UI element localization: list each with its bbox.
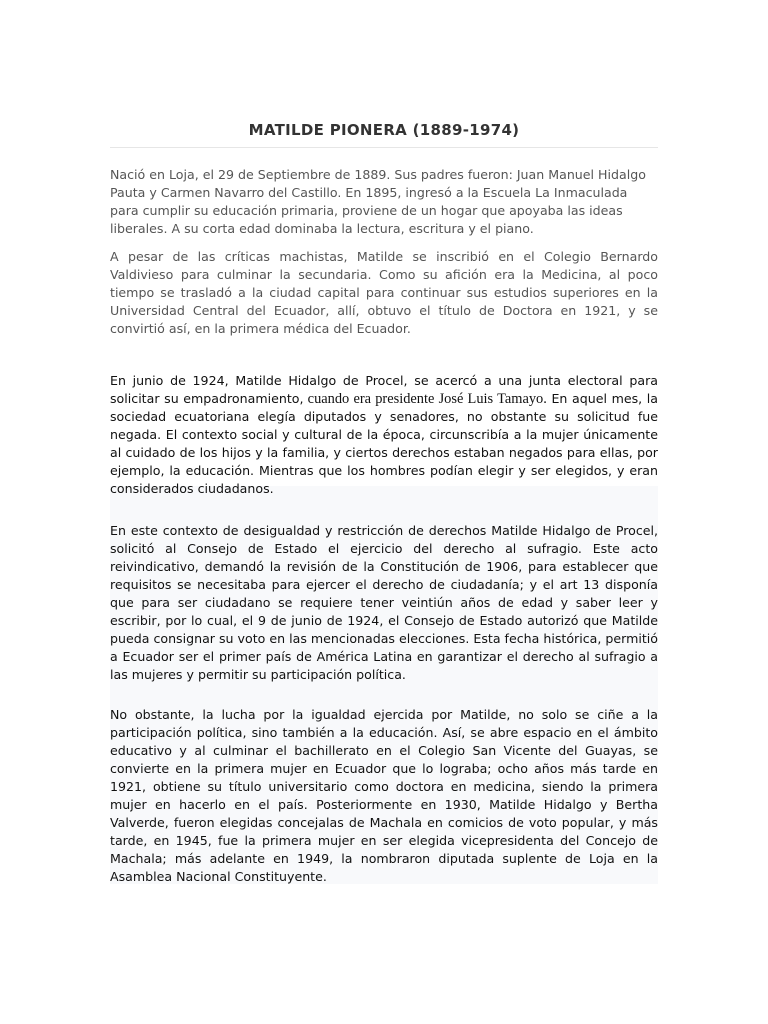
paragraph-3-text-b: cuando era presidente José Luis Tamayo.: [303, 391, 547, 407]
paragraph-3: [110, 372, 658, 498]
paragraph-5: No obstante, la lucha por la igualdad ejercida por Matilde, no solo se ciñe a la participación política, sino también a la educación. Así, se abre espacio en el ámbito educativo y al culminar el bachillerato en el Colegio San Vicente del Guayas, se convierte en la primera mujer en Ecuador que lo lograba; ocho años más tarde en 1921, obtiene su título universitario como doctora en medicina, siendo la primera mujer en hacerlo en el país. Posteriormente en 1930, Matilde Hidalgo y Bertha Valverde, fueron elegidas concejalas de Machala en comicios de voto popular, y más tarde, en 1945, fue la primera mujer en ser elegida vicepresidenta del Concejo de Machala; más adelante en 1949, la nombraron diputada suplente de Loja en la Asamblea Nacional Constituyente.: [110, 707, 658, 884]
paragraph-4: En este contexto de desigualdad y restricción de derechos Matilde Hidalgo de Procel, solicitó al Consejo de Estado el ejercicio del derecho al sufragio. Este acto reivindicativo, demandó la revisión de la Constitución de 1906, para establecer que requisitos se necesitaba para ejercer el derecho de ciudadanía; y el art 13 disponía que para ser ciudadano se requiere tener veintiún años de edad y saber leer y escribir, por lo cual, el 9 de junio de 1924, el Consejo de Estado autorizó que Matilde pueda consignar su voto en las mencionadas elecciones. Esta fecha histórica, permitió a Ecuador ser el primer país de América Latina en garantizar el derecho al sufragio a las mujeres y permitir su participación política.: [110, 523, 658, 682]
document-title: MATILDE PIONERA (1889-1974): [248, 121, 520, 139]
paragraph-1: Nació en Loja, el 29 de Septiembre de 1889. Sus padres fueron: Juan Manuel Hidalgo Pauta y Carmen Navarro del Castillo. En 1895, ingresó a la Escuela La Inmaculada para cumplir su educación primaria, proviene de un hogar que apoyaba las ideas liberales. A su corta edad dominaba la lectura, escritura y el piano.: [110, 167, 646, 236]
paragraph-3-text-a: En junio de 1924, Matilde Hidalgo de Procel, se acercó a una junta electoral para solicitar su empadronamiento,: [110, 373, 658, 406]
paragraph-2: A pesar de las críticas machistas, Matilde se inscribió en el Colegio Bernardo Valdivieso para culminar la secundaria. Como su afición era la Medicina, al poco tiempo se trasladó a la ciudad capital para continuar sus estudios superiores en la Universidad Central del Ecuador, allí, obtuvo el título de Doctora en 1921, y se convirtió así, en la primera médica del Ecuador.: [110, 249, 658, 336]
title-divider: [110, 147, 658, 148]
paragraph-3-text-c: En aquel mes, la sociedad ecuatoriana elegía diputados y senadores, no obstante su solicitud fue negada. El contexto social y cultural de la época, circunscribía a la mujer únicamente al cuidado de los hijos y la familia, y ciertos derechos estaban negados para ellas, por ejemplo, la educación. Mientras que los hombres podían elegir y ser elegidos, y eran considerados ciudadanos.: [110, 391, 658, 496]
